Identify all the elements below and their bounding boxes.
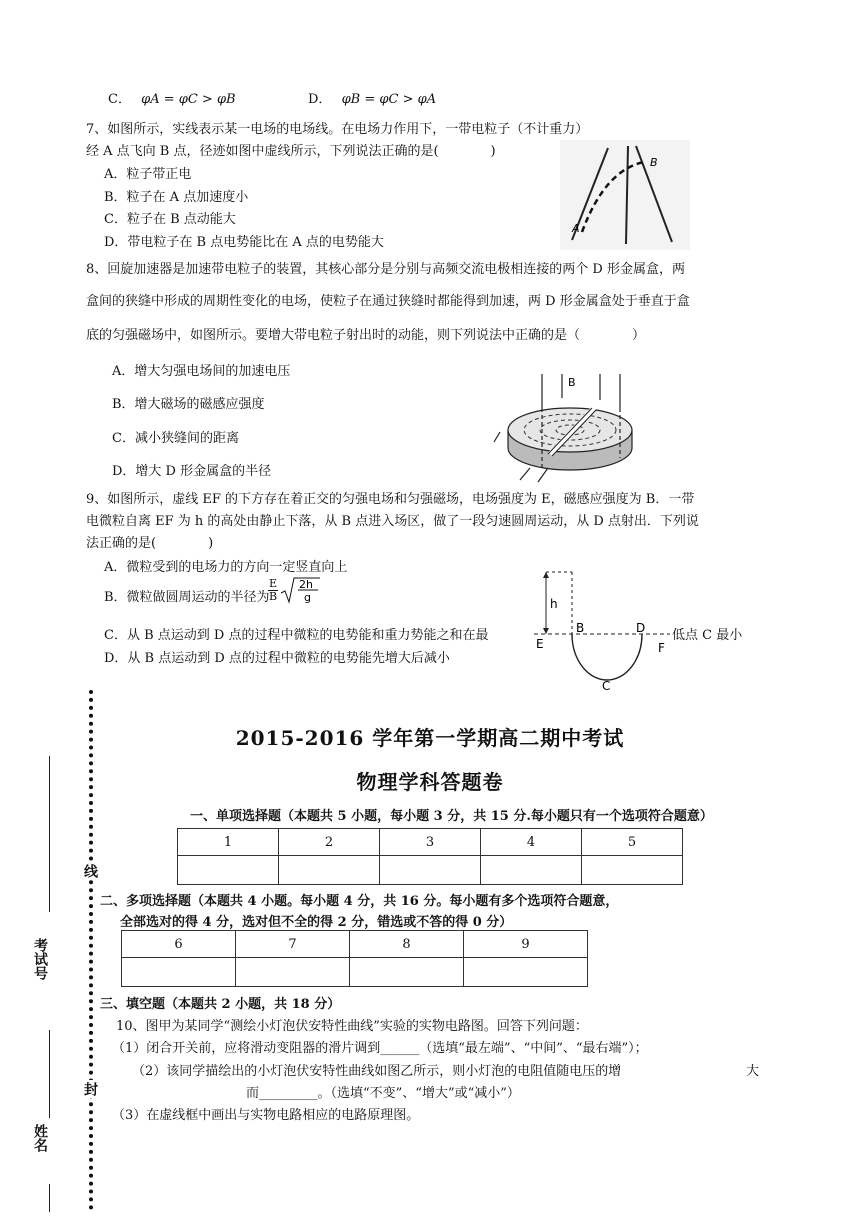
answer-header-4: 4 (481, 829, 582, 856)
answer-header-5: 5 (582, 829, 683, 856)
name-underline (49, 1030, 50, 1118)
q8-option-c: C．减小狭缝间的距离 (112, 431, 239, 446)
q9-stem-line1: 9、如图所示，虚线 EF 的下方存在着正交的匀强电场和匀强磁场，电场强度为 E，磁感应强度为 B．一带 (86, 492, 695, 507)
answer-cell-1[interactable] (178, 856, 279, 885)
section2-heading-line1: 二、多项选择题（本题共 4 小题。每小题 4 分，共 16 分。每小题有多个选项符合题意， (100, 894, 619, 909)
q10-part2-line2: 而_________。（选填“不变”、“增大”或“减小”） (246, 1086, 520, 1101)
q7-stem-line1: 7、如图所示，实线表示某一电场的电场线。在电场力作用下，一带电粒子（不计重力） (86, 122, 589, 137)
q10-part3: （3）在虚线框中画出与实物电路相应的电路原理图。 (112, 1108, 420, 1123)
q9-stem-line3: 法正确的是( ) (86, 536, 214, 551)
answer-cell-8[interactable] (350, 958, 464, 987)
answer-header-9: 9 (464, 931, 588, 958)
q8-stem-line3: 底的匀强磁场中，如图所示。要增大带电粒子射出时的动能，则下列说法中正确的是（ ） (86, 328, 646, 343)
q6-option-d: D． φB = φC > φA (308, 92, 437, 107)
table-row (178, 856, 683, 885)
q7-stem-line2: 经 A 点飞向 B 点，径迹如图中虚线所示，下列说法正确的是( ) (86, 144, 496, 159)
table-row (178, 829, 683, 856)
table-row (122, 931, 588, 958)
q7-field-line-figure (560, 140, 690, 250)
seal-line-char: 线 (82, 864, 98, 878)
q7-option-d: D．带电粒子在 B 点电势能比在 A 点的电势能大 (104, 235, 384, 250)
name-underline-bottom (49, 1184, 50, 1212)
section2-heading-line2: 全部选对的得 4 分，选对但不全的得 2 分，错选或不答的得 0 分） (120, 915, 513, 930)
seal-feng-char: 封 (82, 1082, 98, 1096)
q9-field-figure (530, 566, 680, 696)
section3-heading: 三、填空题（本题共 2 小题，共 18 分） (100, 997, 341, 1012)
q10-part1: （1）闭合开关前，应将滑动变阻器的滑片调到______（选填“最左端”、“中间”、“最右端”）； (112, 1041, 648, 1056)
q9-option-d: D．从 B 点运动到 D 点的过程中微粒的电势能先增大后减小 (104, 651, 450, 666)
multi-choice-answer-table (121, 930, 588, 987)
q9-option-c-tail: 低点 C 最小 (672, 628, 743, 643)
answer-cell-6[interactable] (122, 958, 236, 987)
q7-point-a-label: A (572, 222, 580, 235)
answer-header-3: 3 (380, 829, 481, 856)
q8-option-a: A．增大匀强电场间的加速电压 (112, 364, 291, 379)
q9-h-label: h (550, 597, 558, 611)
q7-option-b: B．粒子在 A 点加速度小 (104, 190, 249, 205)
q9-f-label: F (658, 641, 665, 655)
q10-part2-line1: （2）该同学描绘出的小灯泡伏安特性曲线如图乙所示，则小灯泡的电阻值随电压的增 (132, 1064, 622, 1079)
answer-cell-7[interactable] (236, 958, 350, 987)
q6-option-c: C． φA = φC > φB (108, 92, 236, 107)
q9-option-a: A．微粒受到的电场力的方向一定竖直向上 (104, 560, 348, 575)
answer-header-1: 1 (178, 829, 279, 856)
q8-cyclotron-figure (490, 368, 650, 488)
answer-cell-9[interactable] (464, 958, 588, 987)
answer-header-7: 7 (236, 931, 350, 958)
answer-cell-2[interactable] (279, 856, 380, 885)
single-choice-answer-table (177, 828, 683, 885)
q7-option-a: A．粒子带正电 (104, 167, 192, 182)
section1-heading: 一、单项选择题（本题共 5 小题，每小题 3 分，共 15 分.每小题只有一个选项符合题意） (190, 809, 713, 824)
q8-b-label: B (568, 376, 576, 389)
q9-circular-arc (572, 634, 642, 680)
q8-option-b: B．增大磁场的磁感应强度 (112, 397, 265, 412)
q9-option-c: C．从 B 点运动到 D 点的过程中微粒的电势能和重力势能之和在最 (104, 628, 489, 643)
exam-no-label: 考试号 (32, 938, 48, 980)
q6-option-d-formula: φB = φC > φA (341, 92, 437, 107)
q9-option-b: B．微粒做圆周运动的半径为 (104, 590, 270, 605)
q9-option-b-fraction: E B (268, 577, 278, 603)
q9-e-label: E (536, 637, 544, 651)
answer-header-2: 2 (279, 829, 380, 856)
q9-option-b-radical (280, 576, 322, 604)
q9-sqrt-denominator: g (304, 591, 311, 604)
q8-option-d: D．增大 D 形金属盒的半径 (112, 464, 272, 479)
answer-cell-4[interactable] (481, 856, 582, 885)
q6-option-c-formula: φA = φC > φB (141, 92, 236, 107)
answer-header-6: 6 (122, 931, 236, 958)
q7-option-c: C．粒子在 B 点动能大 (104, 212, 236, 227)
answer-sheet-subtitle: 物理学科答题卷 (356, 770, 504, 794)
q10-stem: 10、图甲为某同学“测绘小灯泡伏安特性曲线”实验的实物电路图。回答下列问题： (116, 1019, 588, 1034)
q7-point-b-label: B (650, 156, 658, 169)
q10-part2-tail: 大 (746, 1064, 760, 1079)
q9-sqrt-numerator: 2h (299, 578, 313, 591)
answer-sheet-title: 2015-2016 学年第一学期高二期中考试 (235, 726, 625, 750)
answer-cell-5[interactable] (582, 856, 683, 885)
answer-cell-3[interactable] (380, 856, 481, 885)
q8-stem-line1: 8、回旋加速器是加速带电粒子的装置，其核心部分是分别与高频交流电极相连接的两个 D 形金属盒，两 (86, 262, 685, 277)
q9-d-label: D (636, 621, 646, 635)
name-label: 姓名 (32, 1124, 48, 1152)
q9-c-label: C (602, 679, 611, 693)
table-row (122, 958, 588, 987)
q9-stem-line2: 电微粒自离 EF 为 h 的高处由静止下落，从 B 点进入场区，做了一段匀速圆周运动，从 D 点射出．下列说 (86, 514, 699, 529)
q8-stem-line2: 盒间的狭缝中形成的周期性变化的电场，使粒子在通过狭缝时都能得到加速，两 D 形金属盒处于垂直于盒 (86, 294, 690, 309)
answer-header-8: 8 (350, 931, 464, 958)
q9-b-label: B (576, 621, 585, 635)
